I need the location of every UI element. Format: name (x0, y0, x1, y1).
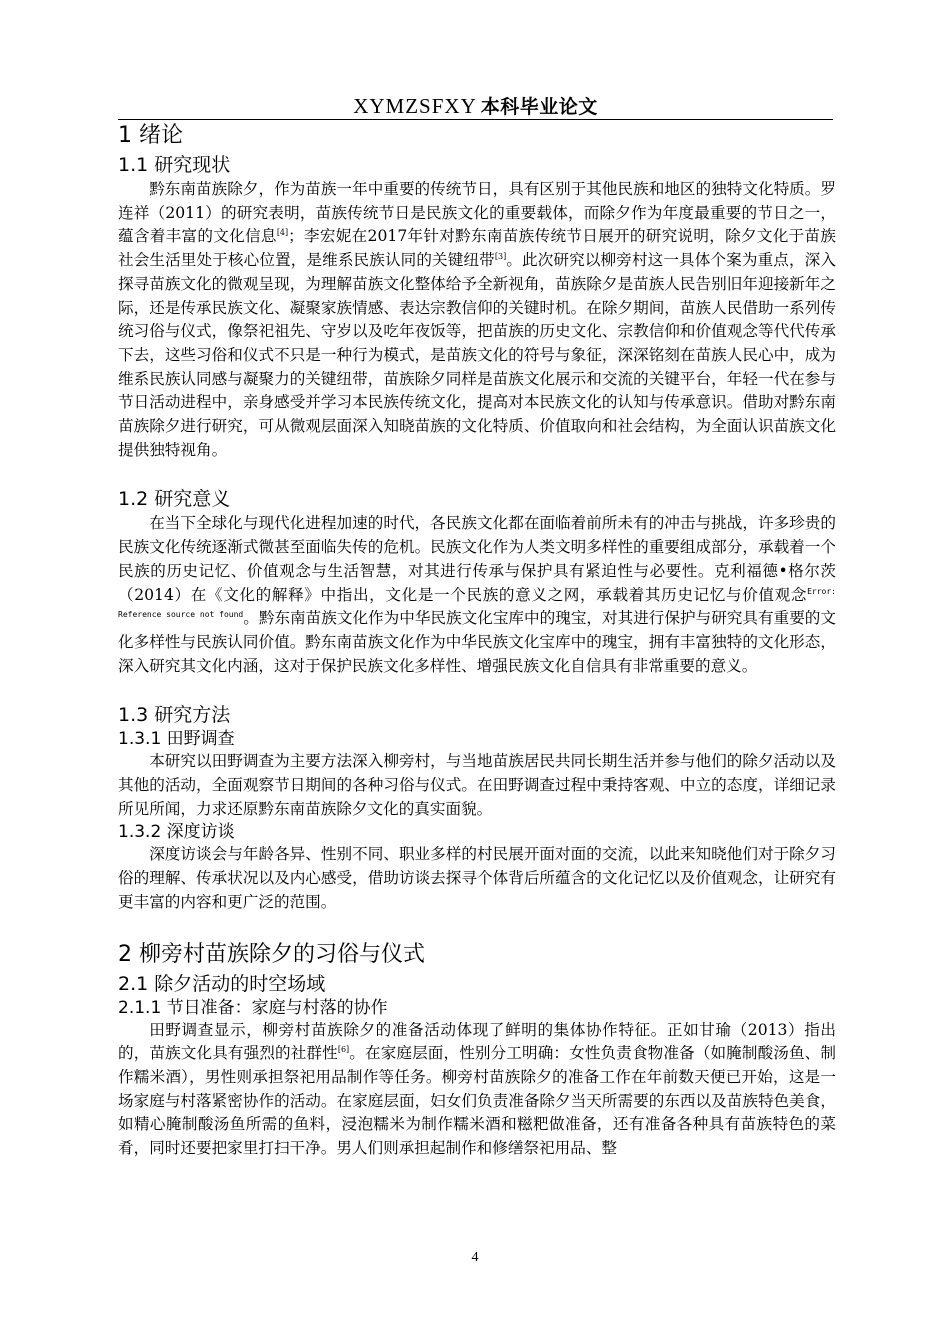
text-run: 。黔东南苗族文化作为中华民族文化宝库中的瑰宝，对其进行保护与研究具有重要的文化多样性与民族认同价值。黔东南苗族文化作为中华民族文化宝库中的瑰宝，拥有丰富独特的文化形态，深入研究其文化内涵，这对于保护民族文化多样性、增强民族文化自信具有非常重要的意义。 (118, 609, 836, 675)
text-run: 。在家庭层面，性别分工明确：女性负责食物准备（如腌制酸汤鱼、制作糯米酒），男性则承担祭祀用品制作等任务。柳旁村苗族除夕的准备工作在年前数天便已开始，这是一场家庭与村落紧密协作的活动。在家庭层面，妇女们负责准备除夕当天所需要的东西以及苗族特色美食，如精心腌制酸汤鱼所需的鱼料，浸泡糯米为制作糯米酒和糍粑做准备，还有准备各种具有苗族特色的菜肴，同时还要把家里打扫干净。男人们则承担起制作和修缮祭祀用品、整 (118, 1044, 836, 1158)
section-1-2-paragraph (118, 512, 836, 678)
citation-6[interactable]: [6] (337, 1045, 350, 1055)
spacer (118, 462, 836, 486)
subsection-1-3-2-heading: 1.3.2 深度访谈 (118, 822, 235, 843)
subsection-2-1-1-heading: 2.1.1 节日准备：家庭与村落的协作 (118, 997, 388, 1018)
text-run: ；李宏妮在2017年针对黔东南苗族传统节日展开的研究说明，除夕文化于苗族社会生活里处于核心位置，是维系民族认同的关键纽带 (118, 227, 836, 270)
spacer (118, 915, 836, 939)
reference-error-note: Error: Reference source not found (118, 586, 836, 620)
section-1-3-heading: 1.3 研究方法 (118, 704, 231, 727)
page-number: 4 (471, 1250, 479, 1265)
section-2-1-heading: 2.1 除夕活动的时空场域 (118, 972, 326, 995)
subsection-1-3-2-paragraph: 深度访谈会与年龄各异、性别不同、职业多样的村民展开面对面的交流，以此来知晓他们对于除夕习俗的理解、传承状况以及内心感受，借助访谈去探寻个体背后所蕴含的文化记忆以及价值观念，让研究有更丰富的内容和更广泛的范围。 (118, 845, 836, 911)
section-1-2-heading: 1.2 研究意义 (118, 488, 231, 511)
spacer (118, 678, 836, 702)
subsection-2-1-1-paragraph (118, 1019, 836, 1161)
text-run: 黔东南苗族除夕，作为苗族一年中重要的传统节日，具有区别于其他民族和地区的独特文化特质。罗连祥（2011）的研究表明，苗族传统节日是民族文化的重要载体，而除夕作为年度最重要的节日之一，蕴含着丰富的文化信息 (118, 180, 836, 246)
running-header (118, 92, 833, 119)
subsection-1-3-1-paragraph: 本研究以田野调查为主要方法深入柳旁村，与当地苗族居民共同长期生活并参与他们的除夕活动以及其他的活动，全面观察节日期间的各种习俗与仪式。在田野调查过程中秉持客观、中立的态度，详细记录所见所闻，力求还原黔东南苗族除夕文化的真实面貌。 (118, 752, 836, 818)
body-content (118, 120, 836, 1161)
text-run: 。此次研究以柳旁村这一具体个案为重点，深入探寻苗族文化的微观呈现，为理解苗族文化整体给予全新视角，苗族除夕是苗族人民告别旧年迎接新年之际，还是传承民族文化、凝聚家族情感、表达宗教信仰的关键时机。在除夕期间，苗族人民借助一系列传统习俗与仪式，像祭祀祖先、守岁以及吃年夜饭等，把苗族的历史文化、宗教信仰和价值观念等代代传承下去，这些习俗和仪式不只是一种行为模式，是苗族文化的符号与象征，深深铭刻在苗族人民心中，成为维系民族认同感与凝聚力的关键纽带，苗族除夕同样是苗族文化展示和交流的关键平台，年轻一代在参与节日活动进程中，亲身感受并学习本民族传统文化，提高对本民族文化的认知与传承意识。借助对黔东南苗族除夕进行研究，可从微观层面深入知晓苗族的文化特质、价值取向和社会结构，为全面认识苗族文化提供独特视角。 (118, 251, 836, 459)
header-title: 本科毕业论文 (480, 96, 598, 118)
text-run: 在当下全球化与现代化进程加速的时代，各民族文化都在面临着前所未有的冲击与挑战，许多珍贵的民族文化传统逐渐式微甚至面临失传的危机。民族文化作为人类文明多样性的重要组成部分，承载着一个民族的历史记忆、价值观念与生活智慧，对其进行传承与保护具有紧迫性与必要性。克利福德•格尔茨（2014）在《文化的解释》中指出，文化是一个民族的意义之网，承载着其历史记忆与价值观念 (118, 514, 836, 604)
citation-3[interactable]: [3] (494, 251, 507, 261)
subsection-1-3-1-heading: 1.3.1 田野调查 (118, 729, 235, 750)
section-1-1-heading: 1.1 研究现状 (118, 154, 231, 176)
header-code: XYMZSFXY (353, 94, 477, 118)
chapter-1-heading: 1 绪论 (118, 123, 183, 148)
chapter-2-heading: 2 柳旁村苗族除夕的习俗与仪式 (118, 941, 425, 967)
text-run: 田野调查显示，柳旁村苗族除夕的准备活动体现了鲜明的集体协作特征。正如甘瑜（2013）指出的，苗族文化具有强烈的社群性 (118, 1020, 836, 1063)
citation-4[interactable]: [4] (276, 228, 289, 238)
section-1-1-paragraph (118, 178, 836, 462)
